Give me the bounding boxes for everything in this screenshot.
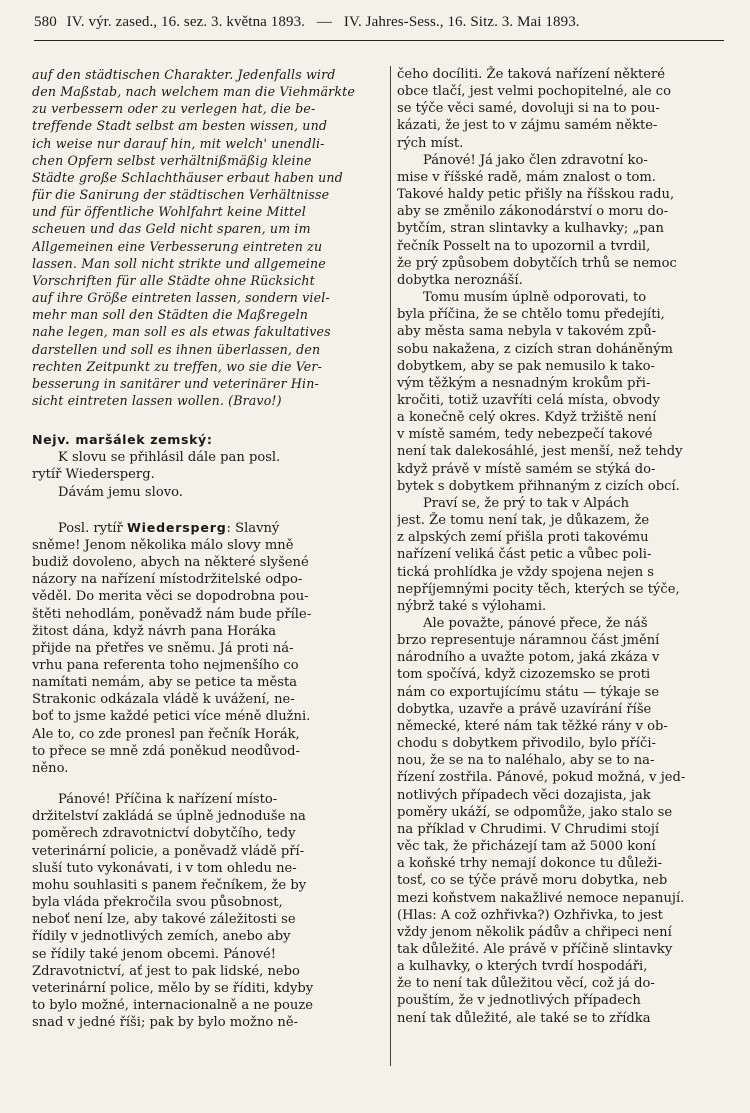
text-line: auf den städtischen Charakter. Jedenfalls wird xyxy=(32,67,336,82)
text-line: štěti nehodlám, poněvadž nám bude příle- xyxy=(32,606,312,622)
header-separator: — xyxy=(316,14,332,30)
text-line: Praví se, že prý to tak v Alpách xyxy=(423,495,630,511)
text-line: Ale považte, pánové přece, že náš xyxy=(423,616,648,631)
right-column xyxy=(397,66,727,1076)
left-column xyxy=(32,66,384,1076)
text-line: poměry ukáží, se odpomůže, jako stalo se xyxy=(397,804,673,820)
text-line: Dávám jemu slovo. xyxy=(58,484,183,500)
text-line: řízení zostřila. Pánové, pokud možná, v jed- xyxy=(397,770,686,786)
text-line: ich weise nur darauf hin, mit welch' unendli- xyxy=(32,135,325,151)
text-line: Tomu musím úplně odporovati, to xyxy=(423,290,647,306)
text-line: aby se změnilo zákonodárství o moru do- xyxy=(397,204,669,220)
right-paragraph-1 xyxy=(397,66,727,152)
page-header xyxy=(34,14,724,41)
text-line: veterinární policie, a poněvadž vládě pří- xyxy=(32,843,305,859)
text-line: rytíř Wiedersperg. xyxy=(32,467,155,483)
text-line: a kulhavky, o kterých tvrdí hospodáři, xyxy=(397,959,648,975)
text-line: držitelství zakládá se úplně jednoduše na xyxy=(32,809,306,825)
header-left-title: IV. výr. zased., 16. sez. 3. května 1893. xyxy=(66,14,306,30)
text-line: žitost dána, když návrh pana Horáka xyxy=(32,623,277,639)
text-line: věc tak, že přicházejí tam až 5000 koní xyxy=(397,839,656,855)
text-line: nařízení veliká část petic a vůbec poli- xyxy=(397,547,652,563)
text-line: zu verbessern oder zu verlegen hat, die be- xyxy=(32,101,316,117)
text-line: bytek s dobytkem přihnaným z cizích obcí. xyxy=(397,478,680,494)
text-line: jest. Že tomu není tak, je důkazem, že xyxy=(397,513,650,529)
text-line: boť to jsme každé petici více méně dlužni. xyxy=(32,709,311,725)
text-line: německé, které nám tak těžké rány v ob- xyxy=(397,718,668,734)
marshal-title xyxy=(32,431,384,449)
header-right-title: IV. Jahres-Sess., 16. Sitz. 3. Mai 1893. xyxy=(343,14,580,30)
text-line: besserung in sanitärer und veterinärer Hin- xyxy=(32,375,319,391)
speaker-name: Wiedersperg xyxy=(126,519,227,535)
text-line: Takové haldy petic přišly na říšskou radu, xyxy=(397,187,675,203)
speaker-first-line-rest: : Slavný xyxy=(226,520,280,536)
text-line: veterinární police, mělo by se říditi, kdyby xyxy=(32,980,314,996)
text-line: vrhu pana referenta toho nejmenšího co xyxy=(32,658,299,673)
text-line: není tak dalekosáhlé, jest menší, než tehdy xyxy=(397,444,683,460)
text-line: (Hlas: A což ozhřivka?) Ozhřivka, to jest xyxy=(397,907,663,923)
right-paragraph-2 xyxy=(397,152,727,289)
text-line: když právě v místě samém se stýká do- xyxy=(397,461,656,477)
marshal-paragraph xyxy=(32,449,384,500)
text-line: v místě samém, tedy nebezpečí takové xyxy=(397,427,653,443)
text-line: kročiti, totiž uzavříti celá místa, obvody xyxy=(397,392,660,408)
marshal-title-text: Nejv. maršálek zemský: xyxy=(32,432,213,448)
text-line: názory na nařízení místodržitelské odpo- xyxy=(32,572,303,588)
page-number: 580 xyxy=(34,14,57,30)
text-line: vým těžkým a nesnadným krokům při- xyxy=(397,375,651,391)
text-line: Vorschriften für alle Städte ohne Rücksicht xyxy=(32,272,315,288)
text-line: Ale to, co zde pronesl pan řečník Horák, xyxy=(32,726,300,742)
text-line: dobytka neroznáší. xyxy=(397,272,523,288)
german-paragraph xyxy=(32,66,384,409)
text-line: Pánové! Příčina k nařízení místo- xyxy=(58,792,278,808)
text-line: věděl. Do merita věci se dopodrobna pou- xyxy=(32,589,309,605)
text-line: čeho docíliti. Že taková nařízení některé xyxy=(397,67,666,82)
text-line: se týče věci samé, dovoluji si na to pou- xyxy=(397,101,660,117)
text-line: na příklad v Chrudimi. V Chrudimi stojí xyxy=(397,821,660,837)
text-line: den Maßstab, nach welchem man die Viehmärkte xyxy=(32,84,355,100)
text-line: für die Sanirung der städtischen Verhältnisse xyxy=(32,187,330,203)
text-line: řečník Posselt na to upozornil a tvrdil, xyxy=(397,238,651,254)
text-line: snad v jedné říši; pak by bylo možno ně- xyxy=(32,1015,299,1031)
text-line: darstellen und soll es ihnen überlassen, den xyxy=(32,341,321,357)
column-divider xyxy=(390,66,391,1066)
text-line: auf ihre Größe eintreten lassen, sondern viel- xyxy=(32,290,330,306)
text-line: neboť není lze, aby takové záležitosti se xyxy=(32,912,296,928)
text-line: tom spočívá, když cizozemsko se proti xyxy=(397,667,651,683)
text-line: přijde na přetřes ve sněmu. Já proti ná- xyxy=(32,640,294,656)
text-line: Allgemeinen eine Verbesserung eintreten zu xyxy=(32,238,323,254)
text-line: chodu s dobytkem přivodilo, bylo příči- xyxy=(397,736,656,752)
text-line: kázati, že jest to v zájmu samém někte- xyxy=(397,118,658,134)
text-line: a koňské trhy nemají dokonce tu důleži- xyxy=(397,856,662,872)
text-line: lassen. Man soll nicht strikte und allgemeine xyxy=(32,255,326,271)
text-line: že prý způsobem dobytčích trhů se nemoc xyxy=(397,255,677,271)
right-paragraph-3 xyxy=(397,289,727,495)
text-line: treffende Stadt selbst am besten wissen, und xyxy=(32,118,328,134)
text-line: nýbrž také s výlohami. xyxy=(397,598,547,614)
text-line: že to není tak důležitou věcí, což já do- xyxy=(397,976,655,992)
text-line: scheuen und das Geld nicht sparen, um im xyxy=(32,221,311,237)
text-line: rých míst. xyxy=(397,135,464,151)
text-line: mise v říšské radě, mám znalost o tom. xyxy=(397,169,656,185)
text-line: řídily v jednotlivých zemích, anebo aby xyxy=(32,929,291,945)
text-line: mehr man soll den Städten die Maßregeln xyxy=(32,307,309,323)
text-line: poměrech zdravotnictví dobytčího, tedy xyxy=(32,826,296,842)
right-paragraph-4 xyxy=(397,495,727,615)
text-line: chen Opfern selbst verhältnißmäßig kleine xyxy=(32,152,312,168)
text-line: tická prohlídka je vždy spojena nejen s xyxy=(397,564,655,580)
text-line: mohu souhlasiti s panem řečníkem, že by xyxy=(32,877,307,893)
text-line: nahe legen, man soll es als etwas fakultatives xyxy=(32,324,331,340)
text-line: to přece se mně zdá poněkud neodůvod- xyxy=(32,743,300,759)
text-line: mezi koňstvem nakažlivé nemoce nepanují. xyxy=(397,890,685,906)
text-line: pouštím, že v jednotlivých případech xyxy=(397,993,641,1009)
text-line: budiž dovoleno, abych na některé slyšené xyxy=(32,555,309,571)
text-line: tosť, co se týče právě moru dobytka, neb xyxy=(397,873,668,889)
speech-paragraph-1 xyxy=(32,537,384,777)
text-line: byla vláda překročila svou působnost, xyxy=(32,895,283,911)
text-line: tak důležité. Ale právě v příčině slintavky xyxy=(397,941,673,957)
text-line: a konečně celý okres. Když tržiště není xyxy=(397,410,657,426)
text-line: rechten Zeitpunkt zu treffen, wo sie die Ver- xyxy=(32,358,322,374)
text-line: obce tlačí, jest velmi pochopitelné, ale co xyxy=(397,84,671,100)
text-line: namítati nemám, aby se petice ta města xyxy=(32,675,298,691)
text-line: Strakonic odkázala vládě k uvážení, ne- xyxy=(32,692,295,708)
text-line: vždy jenom několik pádův a chřipeci není xyxy=(397,924,672,940)
text-line: aby města sama nebyla v takovém způ- xyxy=(397,324,657,340)
text-line: dobytka, uzavře a právě uzavírání říše xyxy=(397,701,652,717)
speaker-prefix: Posl. rytíř xyxy=(58,520,123,536)
text-line: z alpských zemí přišla proti takovému xyxy=(397,530,649,546)
text-line: sobu nakažena, z cizích stran doháněným xyxy=(397,341,673,357)
text-line: něno. xyxy=(32,760,69,776)
speech-paragraph-2 xyxy=(32,791,384,1031)
text-line: brzo representuje náramnou část jmění xyxy=(397,633,660,649)
text-line: Zdravotnictví, ať jest to pak lidské, nebo xyxy=(32,963,300,979)
right-paragraph-5 xyxy=(397,615,727,1027)
text-line: sicht eintreten lassen wollen. (Bravo!) xyxy=(32,392,282,408)
text-line: K slovu se přihlásil dále pan posl. xyxy=(58,450,281,466)
text-line: nou, že se na to naléhalo, aby se to na- xyxy=(397,753,655,769)
text-line: sluší tuto vykonávati, i v tom ohledu ne- xyxy=(32,860,297,876)
text-line: sněme! Jenom několika málo slovy mně xyxy=(32,537,294,553)
text-line: byla příčina, že se chtělo tomu předejíti, xyxy=(397,307,665,323)
text-line: není tak důležité, ale také se to zřídka xyxy=(397,1010,651,1026)
text-line: nám co exportujícímu státu — týkaje se xyxy=(397,684,660,700)
text-line: Städte große Schlachthäuser erbaut haben und xyxy=(32,169,343,185)
text-line: Pánové! Já jako člen zdravotní ko- xyxy=(423,152,648,168)
speaker-intro-line xyxy=(32,519,384,537)
text-line: nepříjemnými pocity těch, kterých se týče, xyxy=(397,581,680,597)
text-line: notlivých případech věci dozajista, jak xyxy=(397,787,651,803)
text-line: und für öffentliche Wohlfahrt keine Mittel xyxy=(32,204,306,220)
text-line: dobytkem, aby se pak nemusilo k tako- xyxy=(397,358,655,374)
text-line: to bylo možné, internacionalně a ne pouze xyxy=(32,997,313,1013)
text-line: se řídily také jenom obcemi. Pánové! xyxy=(32,946,277,962)
text-line: bytčím, stran slintavky a kulhavky; „pan xyxy=(397,221,664,237)
text-line: národního a uvažte potom, jaká zkáza v xyxy=(397,650,660,666)
